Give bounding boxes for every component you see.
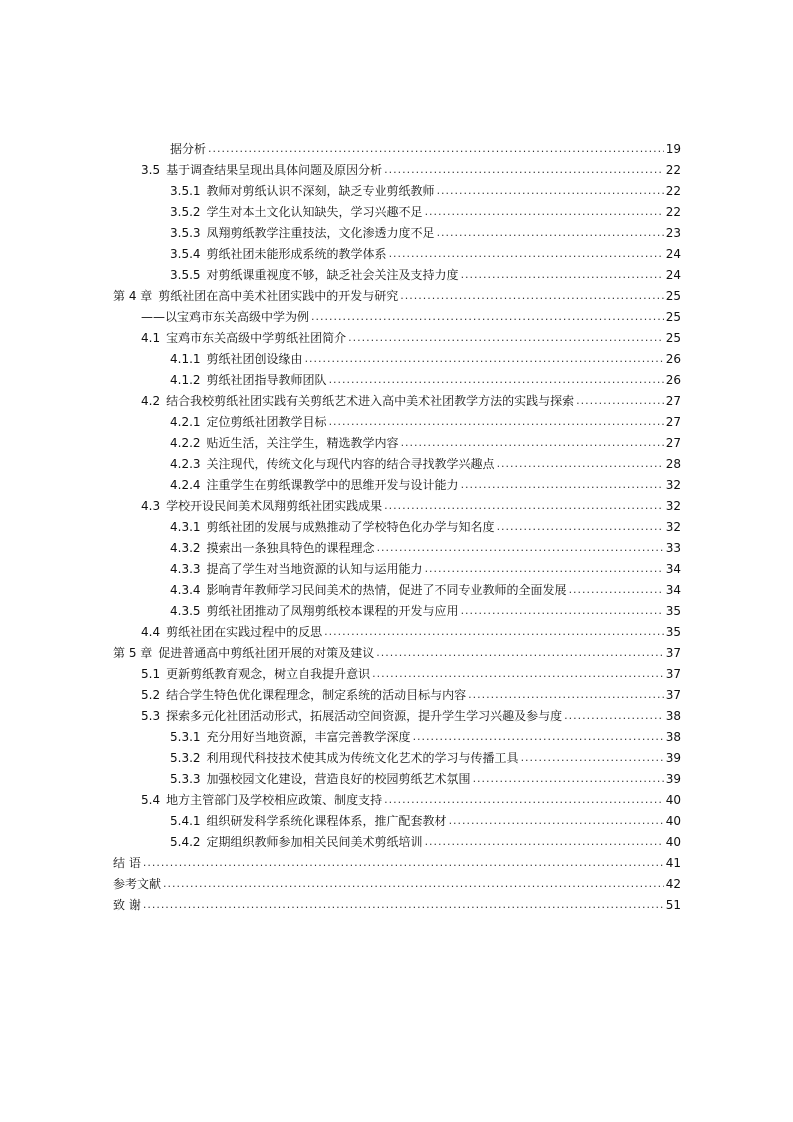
- toc-entry-title: 凤翔剪纸教学注重技法，文化渗透力度不足: [206, 226, 435, 240]
- toc-entry-number: 4.3.5: [170, 604, 201, 618]
- toc-entry-page: 22: [665, 184, 681, 198]
- toc-entry-page: 35: [665, 625, 681, 639]
- toc-entry[interactable]: [0, 534, 793, 555]
- toc-entry-page: 42: [665, 877, 681, 891]
- toc-entry-number: 4.1.1: [170, 352, 201, 366]
- toc-entry-page: 24: [665, 247, 681, 261]
- toc-entry[interactable]: [0, 261, 793, 282]
- toc-entry[interactable]: [0, 660, 793, 681]
- toc-entry-page: 37: [665, 667, 681, 681]
- toc-entry-title: 剪纸社团在实践过程中的反思: [166, 625, 323, 639]
- toc-entry-page: 25: [665, 331, 681, 345]
- dot-leader: [401, 436, 664, 450]
- toc-entry-page: 27: [665, 415, 681, 429]
- toc-entry-page: 40: [665, 793, 681, 807]
- toc-entry-page: 26: [665, 373, 681, 387]
- toc-entry-page: 40: [665, 835, 681, 849]
- toc-entry[interactable]: [0, 870, 793, 891]
- dot-leader: [461, 268, 664, 282]
- toc-entry[interactable]: [0, 156, 793, 177]
- toc-entry-title: 定位剪纸社团教学目标: [206, 415, 327, 429]
- dot-leader: [400, 289, 663, 303]
- toc-entry-page: 23: [665, 226, 681, 240]
- toc-entry-title: 剪纸社团推动了凤翔剪纸校本课程的开发与应用: [206, 604, 459, 618]
- toc-entry-number: 3.5.3: [170, 226, 201, 240]
- toc-entry-number: 4.4: [141, 625, 161, 639]
- toc-entry-page: 28: [665, 457, 681, 471]
- toc-entry[interactable]: [0, 492, 793, 513]
- toc-entry-number: 5.4: [141, 793, 161, 807]
- toc-entry[interactable]: [0, 618, 793, 639]
- toc-entry-page: 25: [665, 310, 681, 324]
- dot-leader: [384, 499, 664, 513]
- toc-entry[interactable]: [0, 345, 793, 366]
- toc-entry[interactable]: [0, 408, 793, 429]
- toc-entry-number: 3.5.2: [170, 205, 201, 219]
- toc-entry-page: 26: [665, 352, 681, 366]
- toc-entry-page: 39: [665, 751, 681, 765]
- toc-entry-page: 27: [665, 436, 681, 450]
- toc-entry-page: 34: [665, 583, 681, 597]
- dot-leader: [425, 835, 664, 849]
- dot-leader: [425, 205, 664, 219]
- toc-entry-title: 定期组织教师参加相关民间美术剪纸培训: [206, 835, 423, 849]
- toc-entry-page: 32: [665, 499, 681, 513]
- toc-entry-number: 5.2: [141, 688, 161, 702]
- toc-entry-title: 学校开设民间美术凤翔剪纸社团实践成果: [166, 499, 383, 513]
- toc-entry-page: 37: [665, 646, 681, 660]
- dot-leader: [348, 331, 664, 345]
- dot-leader: [449, 814, 664, 828]
- toc-entry-number: 4.3.2: [170, 541, 201, 555]
- toc-entry-number: 3.5: [141, 163, 161, 177]
- dot-leader: [497, 457, 664, 471]
- toc-entry[interactable]: [0, 282, 793, 303]
- toc-entry-page: 27: [665, 394, 681, 408]
- toc-entry[interactable]: [0, 891, 793, 912]
- toc-entry-number: 第 5 章: [113, 646, 153, 660]
- toc-entry[interactable]: [0, 723, 793, 744]
- toc-entry-title: 致 谢: [113, 898, 141, 912]
- toc-entry-number: 5.3.2: [170, 751, 201, 765]
- toc-entry-title: 组织研发科学系统化课程体系，推广配套教材: [206, 814, 447, 828]
- toc-entry[interactable]: [0, 555, 793, 576]
- toc-entry-number: 5.3.1: [170, 730, 201, 744]
- toc-entry-title: 基于调查结果呈现出具体问题及原因分析: [166, 163, 383, 177]
- dot-leader: [389, 247, 664, 261]
- dot-leader: [437, 184, 664, 198]
- toc-entry-title: 剪纸社团在高中美术社团实践中的开发与研究: [158, 289, 399, 303]
- toc-entry-number: 5.3: [141, 709, 161, 723]
- toc-entry[interactable]: [0, 702, 793, 723]
- dot-leader: [425, 562, 664, 576]
- toc-entry-number: 4.3.1: [170, 520, 201, 534]
- toc-entry[interactable]: [0, 324, 793, 345]
- dot-leader: [497, 520, 664, 534]
- toc-entry[interactable]: [0, 681, 793, 702]
- toc-entry-page: 51: [665, 898, 681, 912]
- dot-leader: [521, 751, 664, 765]
- toc-entry-number: 5.1: [141, 667, 161, 681]
- toc-entry-page: 37: [665, 688, 681, 702]
- toc-entry[interactable]: [0, 471, 793, 492]
- toc-entry[interactable]: [0, 303, 793, 324]
- toc-entry-title: 剪纸社团指导教师团队: [206, 373, 327, 387]
- table-of-contents: [0, 135, 793, 912]
- toc-entry[interactable]: [0, 135, 793, 156]
- toc-entry-title: 剪纸社团未能形成系统的教学体系: [206, 247, 387, 261]
- toc-entry-number: 4.2: [141, 394, 161, 408]
- toc-entry-page: 40: [665, 814, 681, 828]
- toc-entry-page: 32: [665, 520, 681, 534]
- dot-leader: [329, 373, 664, 387]
- toc-entry-page: 41: [665, 856, 681, 870]
- toc-entry-page: 33: [665, 541, 681, 555]
- toc-entry-page: 22: [665, 163, 681, 177]
- dot-leader: [473, 772, 664, 786]
- toc-entry-title: 关注现代，传统文化与现代内容的结合寻找教学兴趣点: [206, 457, 495, 471]
- toc-entry-title: ——以宝鸡市东关高级中学为例: [141, 310, 310, 324]
- toc-entry-page: 39: [665, 772, 681, 786]
- dot-leader: [324, 625, 664, 639]
- toc-entry-title: 据分析: [170, 142, 207, 156]
- toc-entry[interactable]: [0, 429, 793, 450]
- dot-leader: [413, 730, 664, 744]
- toc-entry[interactable]: [0, 807, 793, 828]
- dot-leader: [376, 646, 663, 660]
- toc-entry-title: 提高了学生对当地资源的认知与运用能力: [206, 562, 423, 576]
- toc-entry[interactable]: [0, 198, 793, 219]
- toc-entry-number: 4.1.2: [170, 373, 201, 387]
- toc-entry-page: 25: [665, 289, 681, 303]
- toc-entry-title: 剪纸社团的发展与成熟推动了学校特色化办学与知名度: [206, 520, 495, 534]
- toc-entry-title: 结合我校剪纸社团实践有关剪纸艺术进入高中美术社团教学方法的实践与探索: [166, 394, 575, 408]
- toc-entry-number: 4.2.3: [170, 457, 201, 471]
- toc-entry-number: 4.1: [141, 331, 161, 345]
- dot-leader: [329, 415, 664, 429]
- toc-entry-number: 4.3.3: [170, 562, 201, 576]
- toc-entry[interactable]: [0, 597, 793, 618]
- toc-entry-number: 5.4.2: [170, 835, 201, 849]
- dot-leader: [311, 310, 664, 324]
- toc-entry-title: 参考文献: [113, 877, 162, 891]
- toc-entry-title: 结合学生特色优化课程理念，制定系统的活动目标与内容: [166, 688, 467, 702]
- toc-entry[interactable]: [0, 639, 793, 660]
- toc-entry[interactable]: [0, 576, 793, 597]
- toc-entry[interactable]: [0, 177, 793, 198]
- dot-leader: [576, 394, 664, 408]
- toc-entry[interactable]: [0, 786, 793, 807]
- toc-entry-page: 19: [665, 142, 681, 156]
- toc-entry-page: 22: [665, 205, 681, 219]
- toc-entry-number: 4.3: [141, 499, 161, 513]
- dot-leader: [569, 583, 664, 597]
- toc-entry-number: 3.5.4: [170, 247, 201, 261]
- toc-entry-number: 5.3.3: [170, 772, 201, 786]
- toc-entry-title: 剪纸社团创设缘由: [206, 352, 303, 366]
- toc-entry-title: 地方主管部门及学校相应政策、制度支持: [166, 793, 383, 807]
- toc-entry-title: 充分用好当地资源，丰富完善教学深度: [206, 730, 411, 744]
- toc-entry-number: 3.5.5: [170, 268, 201, 282]
- toc-entry-title: 加强校园文化建设，营造良好的校园剪纸艺术氛围: [206, 772, 471, 786]
- dot-leader: [564, 709, 664, 723]
- toc-entry-title: 摸索出一条独具特色的课程理念: [206, 541, 375, 555]
- toc-entry[interactable]: [0, 513, 793, 534]
- toc-entry-title: 更新剪纸教育观念，树立自我提升意识: [166, 667, 371, 681]
- dot-leader: [461, 478, 664, 492]
- toc-entry[interactable]: [0, 240, 793, 261]
- toc-entry-number: 5.4.1: [170, 814, 201, 828]
- dot-leader: [143, 856, 664, 870]
- toc-entry-number: 4.2.4: [170, 478, 201, 492]
- toc-entry-title: 贴近生活，关注学生，精选教学内容: [206, 436, 399, 450]
- toc-entry-number: 4.2.1: [170, 415, 201, 429]
- dot-leader: [384, 793, 664, 807]
- dot-leader: [305, 352, 664, 366]
- dot-leader: [384, 163, 664, 177]
- toc-entry-title: 结 语: [113, 856, 141, 870]
- toc-entry[interactable]: [0, 366, 793, 387]
- toc-entry-title: 对剪纸课重视度不够，缺乏社会关注及支持力度: [206, 268, 459, 282]
- toc-entry[interactable]: [0, 765, 793, 786]
- toc-entry-title: 宝鸡市东关高级中学剪纸社团简介: [166, 331, 347, 345]
- toc-entry-title: 教师对剪纸认识不深刻，缺乏专业剪纸教师: [206, 184, 435, 198]
- dot-leader: [468, 688, 664, 702]
- toc-entry-number: 4.2.2: [170, 436, 201, 450]
- toc-entry[interactable]: [0, 219, 793, 240]
- toc-entry[interactable]: [0, 849, 793, 870]
- toc-entry[interactable]: [0, 450, 793, 471]
- toc-entry[interactable]: [0, 828, 793, 849]
- toc-entry-number: 第 4 章: [113, 289, 153, 303]
- toc-entry-page: 24: [665, 268, 681, 282]
- toc-entry-page: 38: [665, 709, 681, 723]
- toc-entry[interactable]: [0, 744, 793, 765]
- toc-entry-page: 38: [665, 730, 681, 744]
- toc-entry-title: 学生对本土文化认知缺失，学习兴趣不足: [206, 205, 423, 219]
- toc-entry-page: 35: [665, 604, 681, 618]
- dot-leader: [208, 142, 664, 156]
- toc-entry-page: 32: [665, 478, 681, 492]
- toc-entry[interactable]: [0, 387, 793, 408]
- toc-entry-title: 探索多元化社团活动形式，拓展活动空间资源，提升学生学习兴趣及参与度: [166, 709, 563, 723]
- toc-entry-title: 影响青年教师学习民间美术的热情，促进了不同专业教师的全面发展: [206, 583, 567, 597]
- toc-entry-page: 34: [665, 562, 681, 576]
- toc-entry-number: 4.3.4: [170, 583, 201, 597]
- dot-leader: [163, 877, 664, 891]
- toc-entry-title: 利用现代科技技术使其成为传统文化艺术的学习与传播工具: [206, 751, 519, 765]
- dot-leader: [143, 898, 664, 912]
- dot-leader: [372, 667, 664, 681]
- toc-entry-number: 3.5.1: [170, 184, 201, 198]
- dot-leader: [437, 226, 664, 240]
- toc-entry-title: 促进普通高中剪纸社团开展的对策及建议: [158, 646, 375, 660]
- dot-leader: [461, 604, 664, 618]
- dot-leader: [377, 541, 664, 555]
- toc-entry-title: 注重学生在剪纸课教学中的思维开发与设计能力: [206, 478, 459, 492]
